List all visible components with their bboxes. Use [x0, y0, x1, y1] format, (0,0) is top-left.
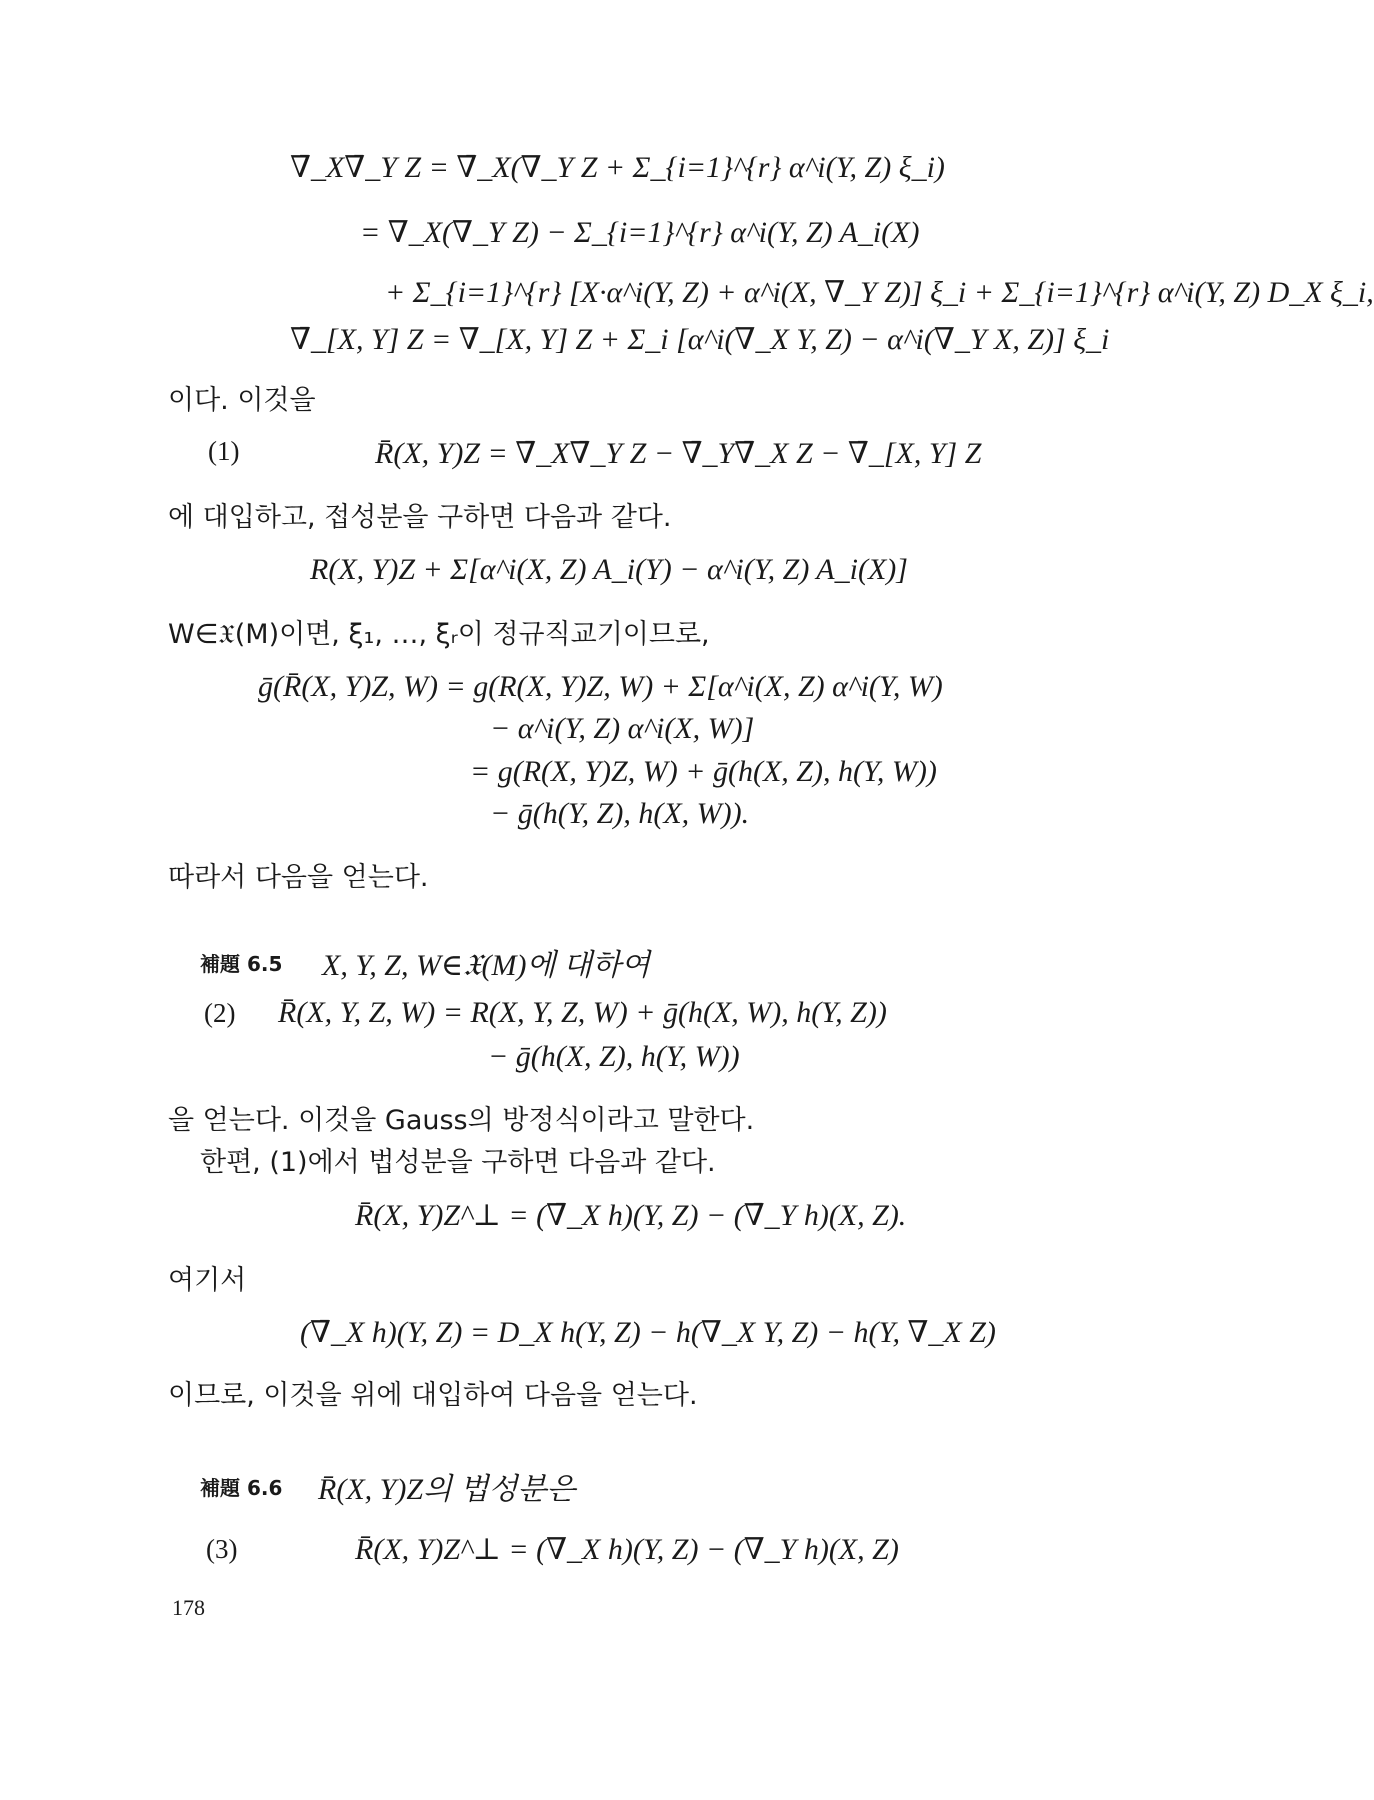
lemma-label: 補題 6.5 [200, 952, 283, 976]
equation-line: − α^i(Y, Z) α^i(X, W)] [490, 712, 755, 745]
body-text: 한편, (1)에서 법성분을 구하면 다음과 같다. [200, 1147, 716, 1178]
equation-line: = g(R(X, Y)Z, W) + ḡ(h(X, Z), h(Y, W)) [470, 755, 937, 788]
body-text: 이다. 이것을 [168, 385, 316, 416]
equation-line: R̄(X, Y)Z = ∇̄_X∇̄_Y Z − ∇̄_Y∇̄_X Z − ∇̄_[X, Y] Z [375, 437, 982, 470]
body-text: 이므로, 이것을 위에 대입하여 다음을 얻는다. [168, 1380, 698, 1411]
equation-line: − ḡ(h(X, Z), h(Y, W)) [488, 1040, 740, 1073]
equation-line: R̄(X, Y)Z^⊥ = (∇̄_X h)(Y, Z) − (∇̄_Y h)(X, Z). [355, 1199, 907, 1232]
equation-line: R̄(X, Y, Z, W) = R(X, Y, Z, W) + ḡ(h(X, W), h(Y, Z)) [278, 996, 887, 1029]
lemma-label: 補題 6.6 [200, 1476, 283, 1500]
equation-line: = ∇_X(∇_Y Z) − Σ_{i=1}^{r} α^i(Y, Z) A_i(X) [360, 216, 920, 249]
equation-line: ∇̄_X∇̄_Y Z = ∇̄_X(∇_Y Z + Σ_{i=1}^{r} α^i(Y, Z) ξ_i) [290, 151, 945, 184]
equation-line: ∇̄_[X, Y] Z = ∇_[X, Y] Z + Σ_i [α^i(∇_X Y, Z) − α^i(∇_Y X, Z)] ξ_i [290, 323, 1110, 356]
body-text: 여기서 [168, 1265, 247, 1296]
equation-line: ḡ(R̄(X, Y)Z, W) = g(R(X, Y)Z, W) + Σ[α^i(X, Z) α^i(Y, W) [258, 670, 943, 703]
equation-line: + Σ_{i=1}^{r} [X·α^i(Y, Z) + α^i(X, ∇_Y Z)] ξ_i + Σ_{i=1}^{r} α^i(Y, Z) D_X ξ_i, [385, 276, 1374, 309]
body-text: 에 대입하고, 접성분을 구하면 다음과 같다. [168, 502, 672, 533]
equation-number: (3) [206, 1534, 238, 1564]
lemma-statement: X, Y, Z, W∈𝔛(M)에 대하여 [322, 949, 650, 982]
body-text: 을 얻는다. 이것을 Gauss의 방정식이라고 말한다. [168, 1105, 755, 1136]
equation-number: (2) [204, 998, 236, 1028]
equation-line: − ḡ(h(Y, Z), h(X, W)). [490, 797, 750, 830]
equation-line: (∇̄_X h)(Y, Z) = D_X h(Y, Z) − h(∇_X Y, Z) − h(Y, ∇_X Z) [300, 1316, 996, 1349]
equation-line: R̄(X, Y)Z^⊥ = (∇_X h)(Y, Z) − (∇_Y h)(X, Z) [355, 1533, 899, 1566]
body-text: W∈𝔛(M)이면, ξ₁, …, ξᵣ이 정규직교기이므로, [168, 619, 710, 650]
page-number: 178 [172, 1595, 205, 1620]
equation-number: (1) [208, 436, 240, 466]
equation-line: R(X, Y)Z + Σ[α^i(X, Z) A_i(Y) − α^i(Y, Z) A_i(X)] [310, 553, 908, 586]
lemma-statement: R̄(X, Y)Z의 법성분은 [318, 1473, 576, 1506]
body-text: 따라서 다음을 얻는다. [168, 862, 429, 893]
